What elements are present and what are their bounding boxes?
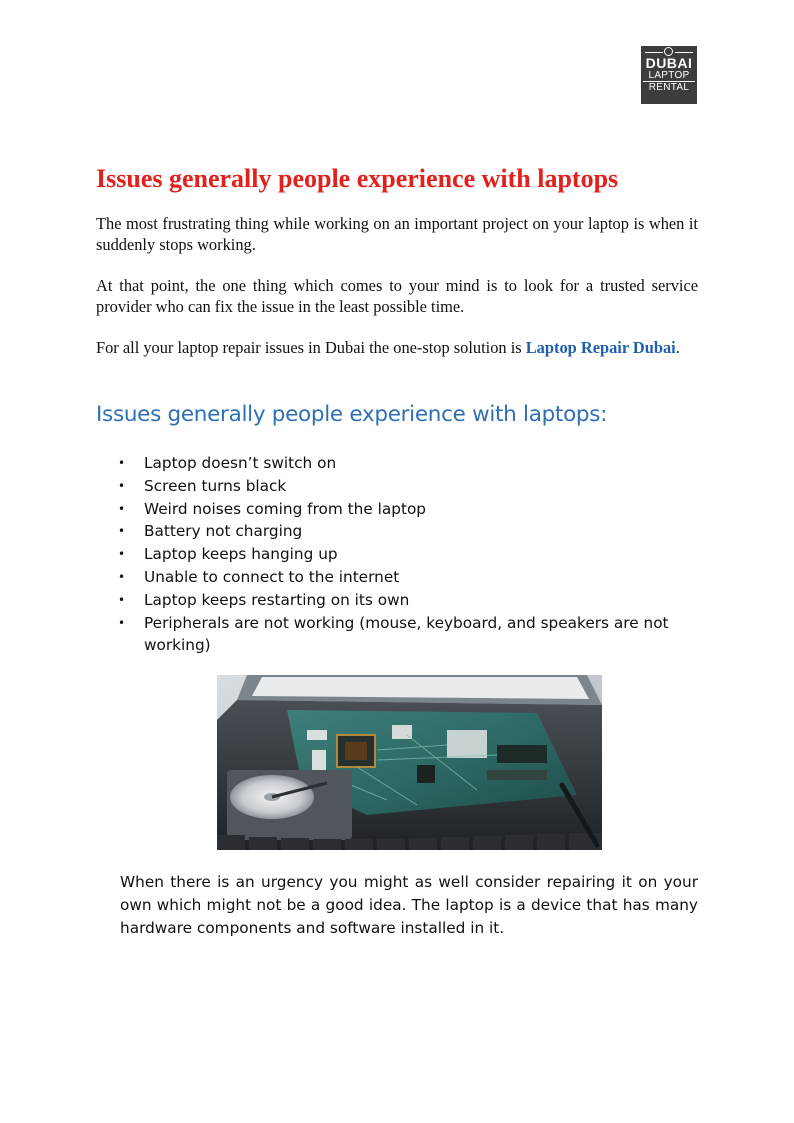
list-item: • Laptop keeps restarting on its own: [96, 589, 696, 612]
intro-paragraph: The most frustrating thing while working on an important project on your laptop is when it suddenly stops working.: [96, 214, 698, 254]
bullet-icon: •: [118, 615, 126, 630]
page-title: Issues generally people experience with laptops: [96, 164, 619, 193]
bullet-icon: •: [118, 478, 126, 493]
bullet-icon: •: [118, 501, 126, 516]
logo-line-3: RENTAL: [648, 82, 690, 93]
solution-period: .: [675, 338, 680, 357]
bullet-icon: •: [118, 524, 126, 539]
laptop-motherboard-image: [217, 675, 602, 850]
list-item: • Battery not charging: [96, 520, 696, 543]
list-item: • Weird noises coming from the laptop: [96, 498, 696, 521]
list-item: • Laptop doesn’t switch on: [96, 452, 696, 475]
list-item: • Screen turns black: [96, 475, 696, 498]
logo-globe-icon: [641, 46, 697, 56]
issues-list: [96, 452, 696, 657]
issues-subheading: Issues generally people experience with laptops:: [96, 402, 608, 427]
bullet-icon: •: [118, 592, 126, 607]
solution-text: For all your laptop repair issues in Dubai the one-stop solution is: [96, 338, 526, 357]
laptop-motherboard-photo: [217, 675, 602, 850]
bullet-icon: •: [118, 569, 126, 584]
list-item: • Peripherals are not working (mouse, keyboard, and speakers are not working): [118, 613, 669, 655]
logo-line-1: DUBAI: [645, 55, 693, 71]
logo-line-2: LAPTOP: [643, 70, 695, 82]
solution-paragraph: [96, 337, 698, 358]
closing-paragraph: When there is an urgency you might as well consider repairing it on your own which might not be a good idea. The laptop is a device that has many hardware components and software installed in it.: [120, 873, 698, 937]
list-item: • Unable to connect to the internet: [96, 566, 696, 589]
list-item: • Laptop keeps hanging up: [96, 543, 696, 566]
bullet-icon: •: [118, 456, 126, 470]
dubai-laptop-rental-logo: [641, 46, 697, 104]
bullet-icon: •: [118, 547, 126, 562]
laptop-repair-dubai-link[interactable]: Laptop Repair Dubai: [525, 338, 676, 357]
service-paragraph: At that point, the one thing which comes to your mind is to look for a trusted service provider who can fix the issue in the least possible time.: [96, 276, 698, 316]
